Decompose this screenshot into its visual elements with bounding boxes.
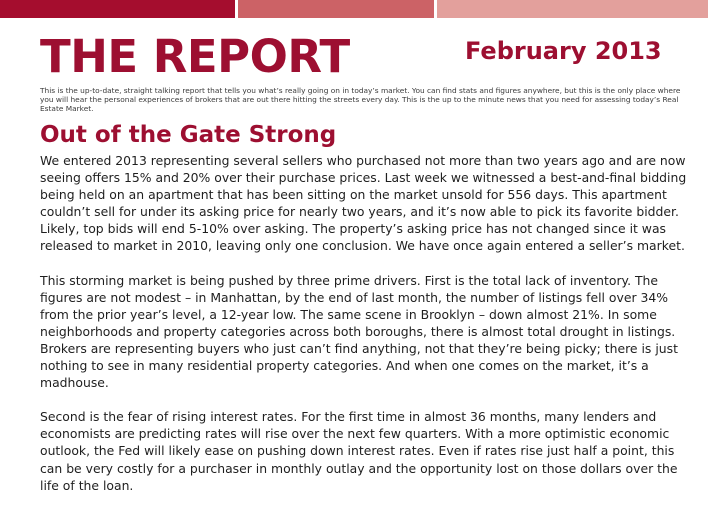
article-body — [40, 152, 695, 511]
article-paragraph-3: Second is the fear of rising interest rates. For the first time in almost 36 months, many lenders and economists are predicting rates will rise over the next few quarters. With a more optimistic economic outlook, the Fed will likely ease on pushing down interest rates. Even if rates rise just half a point, this can be very costly for a purchaser in monthly outlay and the opportunity lost on those dollars over the life of the loan. — [40, 409, 678, 493]
article-paragraph-1: We entered 2013 representing several sellers who purchased not more than two years ago and are now seeing offers 15% and 20% over their purchase prices. Last week we witnessed a best-and-final bidding being held on an apartment that has been sitting on the market unsold for 556 days. This apartment couldn’t sell for under its asking price for nearly two years, and it’s now able to pick its favorite bidder. Likely, top bids will end 5-10% over asking. The property’s asking price has not changed since it was released to market in 2010, leaving only one conclusion. We have once again entered a seller’s market. — [40, 153, 687, 254]
header-bar-segment-light — [437, 0, 708, 18]
header-bar-segment-dark — [0, 0, 235, 18]
header-bar-segment-mid — [238, 0, 434, 18]
report-date: February 2013 — [465, 37, 662, 65]
report-intro: This is the up-to-date, straight talking report that tells you what’s really going on in today’s market. You can find stats and figures anywhere, but this is the only place where you will hear the personal experiences of brokers that are out there hitting the streets every day. This is the up to the minute news that you need for assessing today’s Real Estate Market. — [40, 86, 681, 113]
report-title: THE REPORT — [40, 30, 350, 83]
article-paragraph-2: This storming market is being pushed by three prime drivers. First is the total lack of inventory. The figures are not modest – in Manhattan, by the end of last month, the number of listings fell over 34% from the prior year’s level, a 12-year low. The same scene in Brooklyn – down almost 21%. In some neighborhoods and property categories across both boroughs, there is almost total drought in listings. Brokers are representing buyers who just can’t find anything, not that they’re being picky; there is just nothing to see in many residential property categories. And when one comes on the market, it’s a madhouse. — [40, 272, 678, 391]
article-headline: Out of the Gate Strong — [40, 122, 337, 148]
header-color-bar — [0, 0, 708, 18]
